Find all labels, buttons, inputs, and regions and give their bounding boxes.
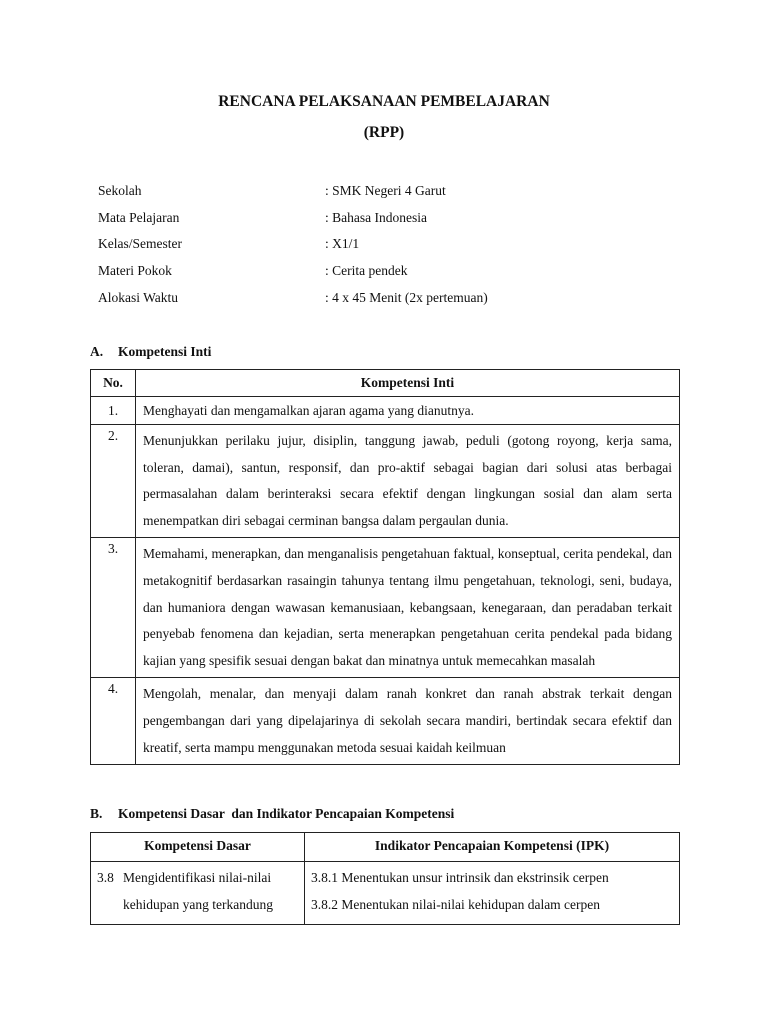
identity-label: Kelas/Semester xyxy=(98,236,182,252)
section-b-heading xyxy=(90,806,454,822)
ipk-cell xyxy=(305,862,680,925)
section-title: Kompetensi Inti xyxy=(118,344,212,359)
ipk-item: 3.8.1 Menentukan unsur intrinsik dan ekstrinsik cerpen xyxy=(311,870,609,885)
table-row xyxy=(91,678,680,765)
identity-value: : Cerita pendek xyxy=(325,263,408,279)
identity-row xyxy=(98,288,678,315)
identity-value: : SMK Negeri 4 Garut xyxy=(325,183,446,198)
identity-row xyxy=(98,261,678,288)
section-letter: B. xyxy=(90,806,103,821)
row-number: 2. xyxy=(91,425,136,538)
ipk-item: 3.8.2 Menentukan nilai-nilai kehidupan dalam cerpen xyxy=(311,897,601,912)
identity-label: Materi Pokok xyxy=(98,263,172,279)
row-text: Menunjukkan perilaku jujur, disiplin, tanggung jawab, peduli (gotong royong, kerja sama, toleran, damai), santun, responsif, dan pro-aktif sebagai bagian dari solusi atas berbagai permasalahan dalam berinteraksi secara efektif dengan lingkungan sosial dan alam serta menempatkan diri sebagai cerminan bangsa dalam pergaulan dunia. xyxy=(136,425,680,538)
col-header-no: No. xyxy=(91,370,136,397)
table-row xyxy=(91,425,680,538)
identity-row xyxy=(98,234,678,261)
kd-cell xyxy=(91,862,305,925)
identity-block xyxy=(98,181,678,314)
identity-value: : X1/1 xyxy=(325,236,360,252)
row-text: Mengolah, menalar, dan menyaji dalam ranah konkret dan ranah abstrak terkait dengan pengembangan dari yang dipelajarinya di sekolah secara mandiri, bertindak secara efektif dan kreatif, serta mampu menggunakan metoda sesuai kaidah keilmuan xyxy=(136,678,680,765)
col-header-kd: Kompetensi Dasar xyxy=(91,833,305,862)
identity-label: Mata Pelajaran xyxy=(98,209,180,225)
kd-line xyxy=(97,864,298,891)
identity-row xyxy=(98,181,678,208)
row-number: 1. xyxy=(91,397,136,425)
table-row xyxy=(91,538,680,678)
section-letter: A. xyxy=(90,344,104,359)
col-header-ki: Kompetensi Inti xyxy=(136,370,680,397)
row-number: 4. xyxy=(91,678,136,765)
table-row xyxy=(91,862,680,925)
table-header-row xyxy=(91,833,680,862)
section-title: Kompetensi Dasar dan Indikator Pencapaian Kompetensi xyxy=(118,806,455,821)
identity-label: Alokasi Waktu xyxy=(98,289,179,305)
table-row xyxy=(91,397,680,425)
kompetensi-inti-table xyxy=(90,369,680,765)
row-text: Menghayati dan mengamalkan ajaran agama yang dianutnya. xyxy=(136,397,680,425)
kd-number: 3.8 xyxy=(97,870,114,885)
identity-value: : 4 x 45 Menit (2x pertemuan) xyxy=(325,289,488,305)
identity-value: : Bahasa Indonesia xyxy=(325,209,427,225)
row-text: Memahami, menerapkan, dan menganalisis pengetahuan faktual, konseptual, cerita pendekal, dan metakognitif berdasarkan rasaingin tahunya tentang ilmu pengetahuan, teknologi, seni, budaya, dan humaniora dengan wawasan kemanusiaan, kebangsaan, kenegaraan, dan peradaban terkait penyebab fenomena dan kejadian, serta menerapkan pengetahuan cerita pendekal pada bidang kajian yang spesifik sesuai dengan bakat dan minatnya untuk memecahkan masalah xyxy=(136,538,680,678)
row-number: 3. xyxy=(91,538,136,678)
table-header-row xyxy=(91,370,680,397)
identity-label: Sekolah xyxy=(98,183,142,198)
document-title: RENCANA PELAKSANAAN PEMBELAJARAN xyxy=(218,93,550,110)
identity-row xyxy=(98,208,678,235)
document-subtitle: (RPP) xyxy=(363,124,405,141)
kompetensi-dasar-table xyxy=(90,832,680,925)
col-header-ipk: Indikator Pencapaian Kompetensi (IPK) xyxy=(305,833,680,862)
kd-text-line1: Mengidentifikasi nilai-nilai xyxy=(123,870,272,885)
section-a-heading xyxy=(90,344,211,360)
kd-text-line2: kehidupan yang terkandung xyxy=(123,897,273,912)
